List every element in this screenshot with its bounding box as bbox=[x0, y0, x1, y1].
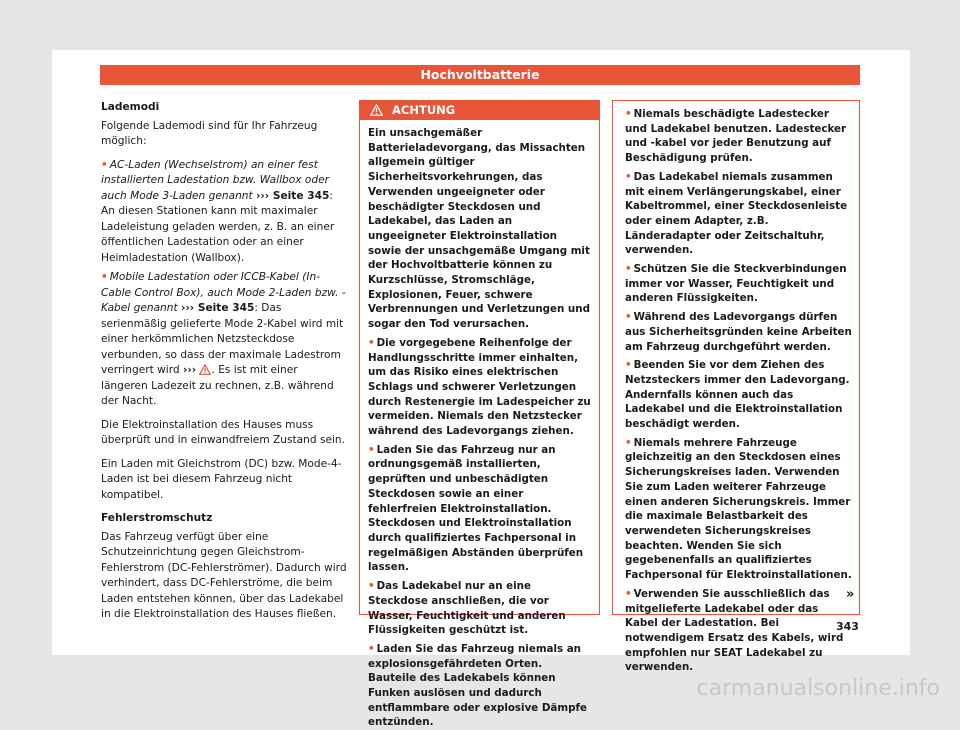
watermark-text: carmanualsonline.info bbox=[696, 676, 940, 701]
text-column bbox=[101, 100, 347, 631]
bullet-tail: . Es ist mit einer längeren Ladezeit zu rechnen, z.B. während der Nacht. bbox=[101, 364, 334, 407]
warning-intro: Ein unsachgemäßer Batterieladevorgang, das Missachten allgemein gültiger Sicherheitsvorkehrungen, das Verwenden ungeeigneter oder beschädigter Steckdosen und Ladekabel, das Laden an ungeeigneter Elektroinstallation sowie der unsachgemäße Umgang mit der Hochvoltbatterie können zu Kurzschlüsse, Stromschläge, Explosionen, Feuer, schwere Verbrennungen und Verletzungen und sogar den Tod verursachen. bbox=[368, 127, 590, 331]
bullet-dot: • bbox=[368, 443, 375, 456]
heading-fehlerstromschutz: Fehlerstromschutz bbox=[101, 512, 213, 524]
warning-body-continued bbox=[613, 101, 859, 675]
warning-item bbox=[625, 587, 853, 675]
warning-item bbox=[625, 262, 853, 306]
bullet-dot: • bbox=[625, 436, 632, 449]
warning-body bbox=[360, 120, 599, 730]
warning-triangle-icon bbox=[370, 104, 383, 116]
bullet-ac-charging bbox=[101, 158, 347, 267]
bullet-dot: • bbox=[368, 580, 375, 593]
bullet-dot: • bbox=[101, 158, 108, 171]
warning-item-text: Niemals mehrere Fahrzeuge gleichzeitig an den Steckdosen eines Sicherungskreises laden. Verwenden Sie zum Laden weiterer Fahrzeuge einen anderen Sicherungskreis. Immer die maximale Belastbarkeit des verwendeten Sicherungskreises beachten. Wenden Sie sich gegebenenfalls an qualifiziertes Fachpersonal für Elektroinstallationen. bbox=[625, 436, 852, 582]
bullet-dot: • bbox=[625, 587, 632, 600]
warning-item-text: Beenden Sie vor dem Ziehen des Netzsteckers immer den Ladevorgang. Andernfalls können auch das Ladekabel und die Elektroinstallation beschädigt werden. bbox=[625, 359, 850, 431]
warning-title: ACHTUNG bbox=[392, 103, 456, 117]
bullet-dot: • bbox=[625, 170, 632, 183]
section-header bbox=[100, 65, 860, 85]
warning-item bbox=[625, 170, 853, 258]
section-title: Hochvoltbatterie bbox=[420, 67, 540, 82]
warning-item bbox=[625, 107, 853, 166]
warning-item bbox=[368, 579, 591, 638]
bullet-dot: • bbox=[625, 108, 632, 120]
footer-bar bbox=[0, 672, 960, 708]
warning-item bbox=[625, 310, 853, 354]
bullet-title: AC-Laden (Wechselstrom) an einer fest installierten Ladestation bzw. Wallbox oder auch Mode 3-Laden genannt bbox=[101, 158, 329, 202]
bullet-dot: • bbox=[368, 336, 375, 349]
warning-item-text: Niemals beschädigte Ladestecker und Ladekabel benutzen. Ladestecker und -kabel vor jeder Benutzung auf Beschädigung prüfen. bbox=[625, 108, 847, 165]
warning-header bbox=[360, 101, 599, 120]
bullet-dot: • bbox=[625, 263, 632, 276]
warning-triangle-icon bbox=[199, 364, 211, 375]
warning-item-text: Schützen Sie die Steckverbindungen immer vor Wasser, Feuchtigkeit und anderen Flüssigkeiten. bbox=[625, 263, 847, 305]
heading-lademodi: Lademodi bbox=[101, 101, 160, 113]
bullet-dot: • bbox=[625, 311, 632, 324]
warning-item-text: Die vorgegebene Reihenfolge der Handlungsschritte immer einhalten, um das Risiko eines elektrischen Schlags und schwerer Verletzungen durch Restenergie im Ladespeicher zu vermeiden. Niemals den Netzstecker während des Ladevorgangs ziehen. bbox=[368, 336, 591, 438]
bullet-dot: • bbox=[625, 359, 632, 372]
bullet-text: : An diesen Stationen kann mit maximaler Ladeleistung geladen werden, z. B. an einer öffentlichen Ladestation oder an einer Heimladestation (Wallbox). bbox=[101, 189, 335, 264]
warning-item-text: Laden Sie das Fahrzeug nur an ordnungsgemäß installierten, geprüften und unbeschädigten Steckdosen sowie an einer fehlerfreien Elektroinstallation. Steckdosen und Elektroinstallation durch qualifiziertes Fachpersonal in regelmäßigen Abständen überprüfen lassen. bbox=[368, 443, 584, 574]
warning-ref-link[interactable]: ››› bbox=[182, 364, 197, 376]
warning-item-text: Laden Sie das Fahrzeug niemals an explosionsgefährdeten Orten. Bauteile des Ladekabels können Funken auslösen und dadurch entflammbare oder explosive Dämpfe entzünden. bbox=[368, 642, 587, 729]
page-ref-link[interactable]: ››› Seite 345 bbox=[256, 189, 330, 202]
continue-marker: » bbox=[846, 587, 855, 602]
warning-item-text: Das Ladekabel niemals zusammen mit einem Verlängerungskabel, einer Kabeltrommel, einer Steckdosenleiste oder einem Adapter, z.B. Länderadapter oder Zeitschaltuhr, verwenden. bbox=[625, 170, 848, 257]
intro-paragraph: Folgende Lademodi sind für Ihr Fahrzeug möglich: bbox=[101, 119, 318, 147]
page-ref-link[interactable]: ››› Seite 345 bbox=[181, 302, 255, 314]
bullet-dot: • bbox=[368, 642, 375, 655]
paragraph-protection: Das Fahrzeug verfügt über eine Schutzeinrichtung gegen Gleichstrom-Fehlerstrom (DC-Fehlerströmer). Dadurch wird verhindert, dass DC-Fehlerströme, die beim Laden entstehen können, über das Ladekabel in die Elektroinstallation des Hauses fließen. bbox=[101, 530, 347, 620]
page-number: 343 bbox=[836, 620, 859, 633]
warning-item-text: Das Ladekabel nur an eine Steckdose anschließen, die vor Wasser, Feuchtigkeit und anderen Flüssigkeiten geschützt ist. bbox=[368, 580, 566, 637]
bullet-mobile-charging bbox=[101, 270, 347, 410]
bullet-text: : Das serienmäßig gelieferte Mode 2-Kabel wird mit einer herkömmlichen Netzsteckdose verbunden, so dass der maximale Ladestrom verringert wird bbox=[101, 302, 344, 376]
warning-item bbox=[625, 358, 853, 432]
warning-item-text: Verwenden Sie ausschließlich das mitgelieferte Ladekabel oder das Kabel der Ladestation. Bei notwendigem Ersatz des Kabels, wird empfohlen nur SEAT Ladekabel zu verwenden. bbox=[625, 587, 844, 674]
warning-item bbox=[625, 436, 853, 583]
paragraph-install: Die Elektroinstallation des Hauses muss überprüft und in einwandfreiem Zustand sein. bbox=[101, 418, 346, 446]
bullet-title: Mobile Ladestation oder ICCB-Kabel (In-Cable Control Box), auch Mode 2-Laden bzw. -Kabel genannt bbox=[101, 271, 346, 314]
warning-item bbox=[368, 443, 591, 575]
warning-item bbox=[368, 336, 591, 439]
warning-box bbox=[359, 100, 600, 729]
warning-item-text: Während des Ladevorgangs dürfen aus Sicherheitsgründen keine Arbeiten am Fahrzeug durchgeführt werden. bbox=[625, 311, 852, 353]
paragraph-dc: Ein Laden mit Gleichstrom (DC) bzw. Mode-4-Laden ist bei diesem Fahrzeug nicht kompatibel. bbox=[101, 457, 342, 501]
bullet-dot: • bbox=[101, 271, 108, 283]
